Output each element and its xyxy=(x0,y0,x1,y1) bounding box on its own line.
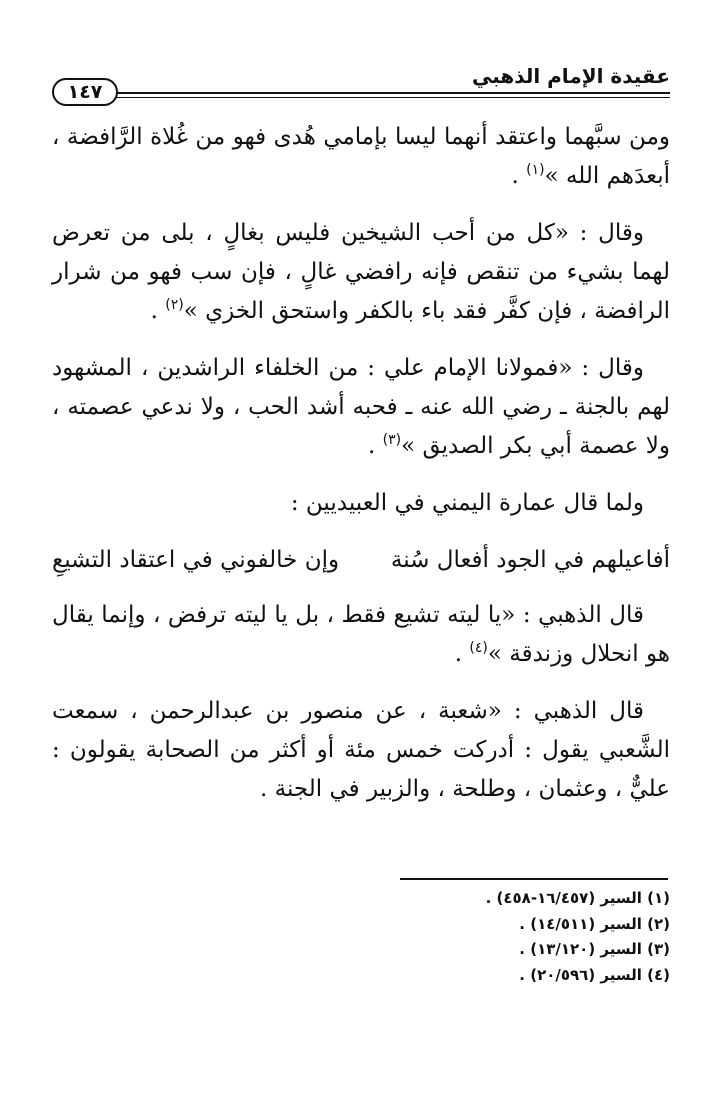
paragraph-tail: . xyxy=(511,163,527,189)
paragraph-tail: . xyxy=(150,298,166,324)
page-number: ١٤٧ xyxy=(52,78,118,106)
paragraph-2 xyxy=(52,214,670,331)
paragraph-1 xyxy=(52,118,670,196)
paragraph-6 xyxy=(52,692,670,809)
paragraph-text: وقال : «كل من أحب الشيخين فليس بغالٍ ، بلى من تعرض لهما بشيء من تنقص فإنه رافضي غالٍ ، فإن سب فهو من شرار الرافضة ، فإن كفَّر فقد باء بالكفر واستحق الخزي » xyxy=(52,220,670,324)
paragraph-text: ولما قال عمارة اليمني في العبيديين : xyxy=(290,490,644,516)
header-rule-thin xyxy=(116,97,670,98)
footnote-3: (٣) السير (١٣/١٢٠) . xyxy=(519,940,670,958)
footnotes xyxy=(52,886,670,988)
header-rule xyxy=(116,92,670,94)
paragraph-text: قال الذهبي : «يا ليته تشيع فقط ، بل يا ليته ترفض ، وإنما يقال هو انحلال وزندقة » xyxy=(52,602,670,667)
footnote-ref: (٢) xyxy=(165,297,184,313)
paragraph-text: ومن سبَّهما واعتقد أنهما ليسا بإمامي هُدى فهو من غُلاة الرَّافضة ، أبعدَهم الله » xyxy=(52,124,670,189)
verse-first-hemistich: أفاعيلهم في الجود أفعال سُنة xyxy=(390,547,670,573)
paragraph-4 xyxy=(52,484,670,523)
verse-second-hemistich: وإن خالفوني في اعتقاد التشيعِ xyxy=(52,547,340,573)
main-text xyxy=(52,118,670,827)
footnote-separator xyxy=(400,878,668,880)
footnote-1: (١) السير (١٦/٤٥٧-٤٥٨) . xyxy=(485,889,670,907)
running-header xyxy=(52,62,670,106)
book-title: عقيدة الإمام الذهبي xyxy=(462,62,670,90)
poetry-verse xyxy=(52,541,670,580)
footnote-ref: (٣) xyxy=(382,432,402,448)
footnote-4: (٤) السير (٢٠/٥٩٦) . xyxy=(519,965,670,984)
paragraph-text: قال الذهبي : «شعبة ، عن منصور بن عبدالرحمن ، سمعت الشَّعبي يقول : أدركت خمس مئة أو أكثر من الصحابة يقولون : عليٌّ ، وعثمان ، وطلحة ، والزبير في الجنة . xyxy=(52,698,670,802)
footnote-2: (٢) السير (١٤/٥١١) . xyxy=(519,914,670,933)
paragraph-3 xyxy=(52,349,670,466)
paragraph-5 xyxy=(52,596,670,674)
footnote-ref: (٤) xyxy=(469,640,488,656)
paragraph-tail: . xyxy=(454,641,470,667)
paragraph-text: وقال : «فمولانا الإمام علي : من الخلفاء الراشدين ، المشهود لهم بالجنة ـ رضي الله عنه ـ فحبه أشد الحب ، ولا ندعي عصمته ، ولا عصمة أبي بكر الصديق » xyxy=(52,355,670,459)
paragraph-tail: . xyxy=(368,433,383,459)
footnote-ref: (١) xyxy=(526,162,545,178)
